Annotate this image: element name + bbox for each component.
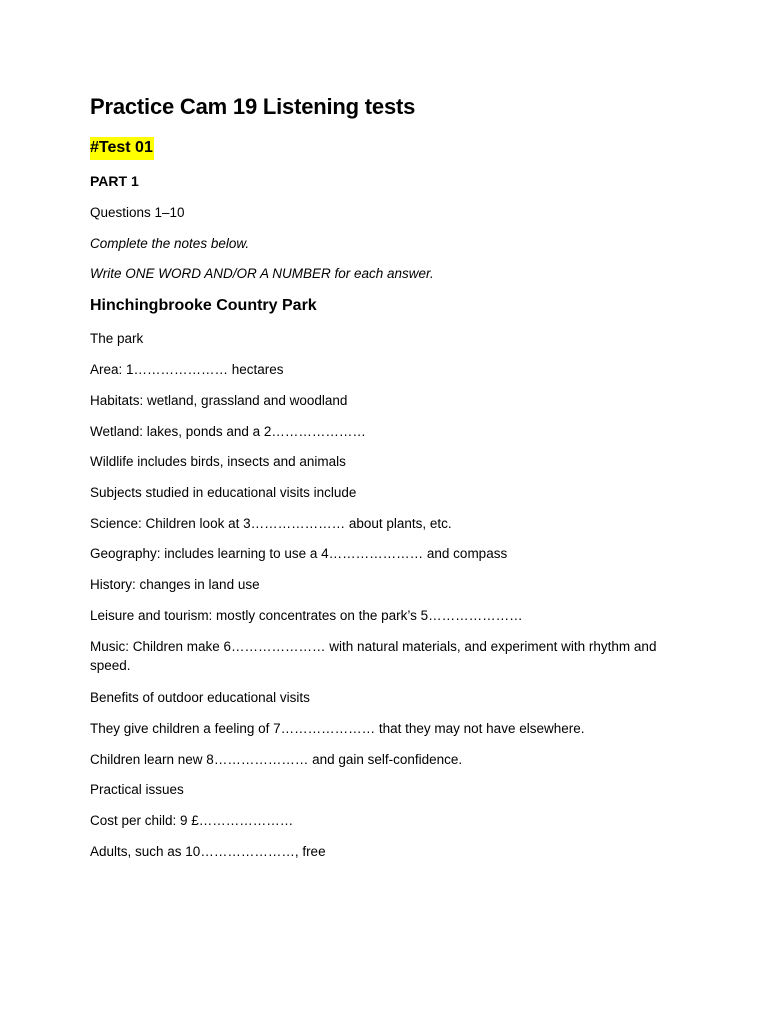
notes-line: Adults, such as 10…………………, free [90, 844, 326, 859]
notes-line: Children learn new 8………………… and gain self-confidence. [90, 752, 463, 767]
notes-line: Subjects studied in educational visits include [90, 485, 357, 500]
notes-line: History: changes in land use [90, 577, 260, 592]
notes-line: Music: Children make 6………………… with natural materials, and experiment with rhythm and speed. [90, 639, 657, 673]
notes-line: Practical issues [90, 782, 184, 797]
instruction-complete-notes: Complete the notes below. [90, 236, 250, 251]
notes-line: Wildlife includes birds, insects and animals [90, 454, 346, 469]
questions-range: Questions 1–10 [90, 205, 185, 220]
section-heading: Hinchingbrooke Country Park [90, 297, 317, 314]
notes-line: Cost per child: 9 £………………… [90, 813, 294, 828]
notes-line: Science: Children look at 3………………… about plants, etc. [90, 516, 452, 531]
test-label: #Test 01 [90, 137, 154, 160]
notes-line: They give children a feeling of 7………………… that they may not have elsewhere. [90, 721, 585, 736]
notes-line: Leisure and tourism: mostly concentrates on the park’s 5………………… [90, 608, 523, 623]
notes-line: The park [90, 331, 144, 346]
notes-line: Geography: includes learning to use a 4………………… and compass [90, 546, 508, 561]
notes-line: Benefits of outdoor educational visits [90, 690, 310, 705]
notes-line: Wetland: lakes, ponds and a 2………………… [90, 424, 366, 439]
notes-line: Habitats: wetland, grassland and woodland [90, 393, 348, 408]
part-heading: PART 1 [90, 173, 139, 189]
notes-line: Area: 1………………… hectares [90, 362, 284, 377]
page-title: Practice Cam 19 Listening tests [90, 94, 416, 119]
instruction-word-limit: Write ONE WORD AND/OR A NUMBER for each answer. [90, 266, 434, 281]
